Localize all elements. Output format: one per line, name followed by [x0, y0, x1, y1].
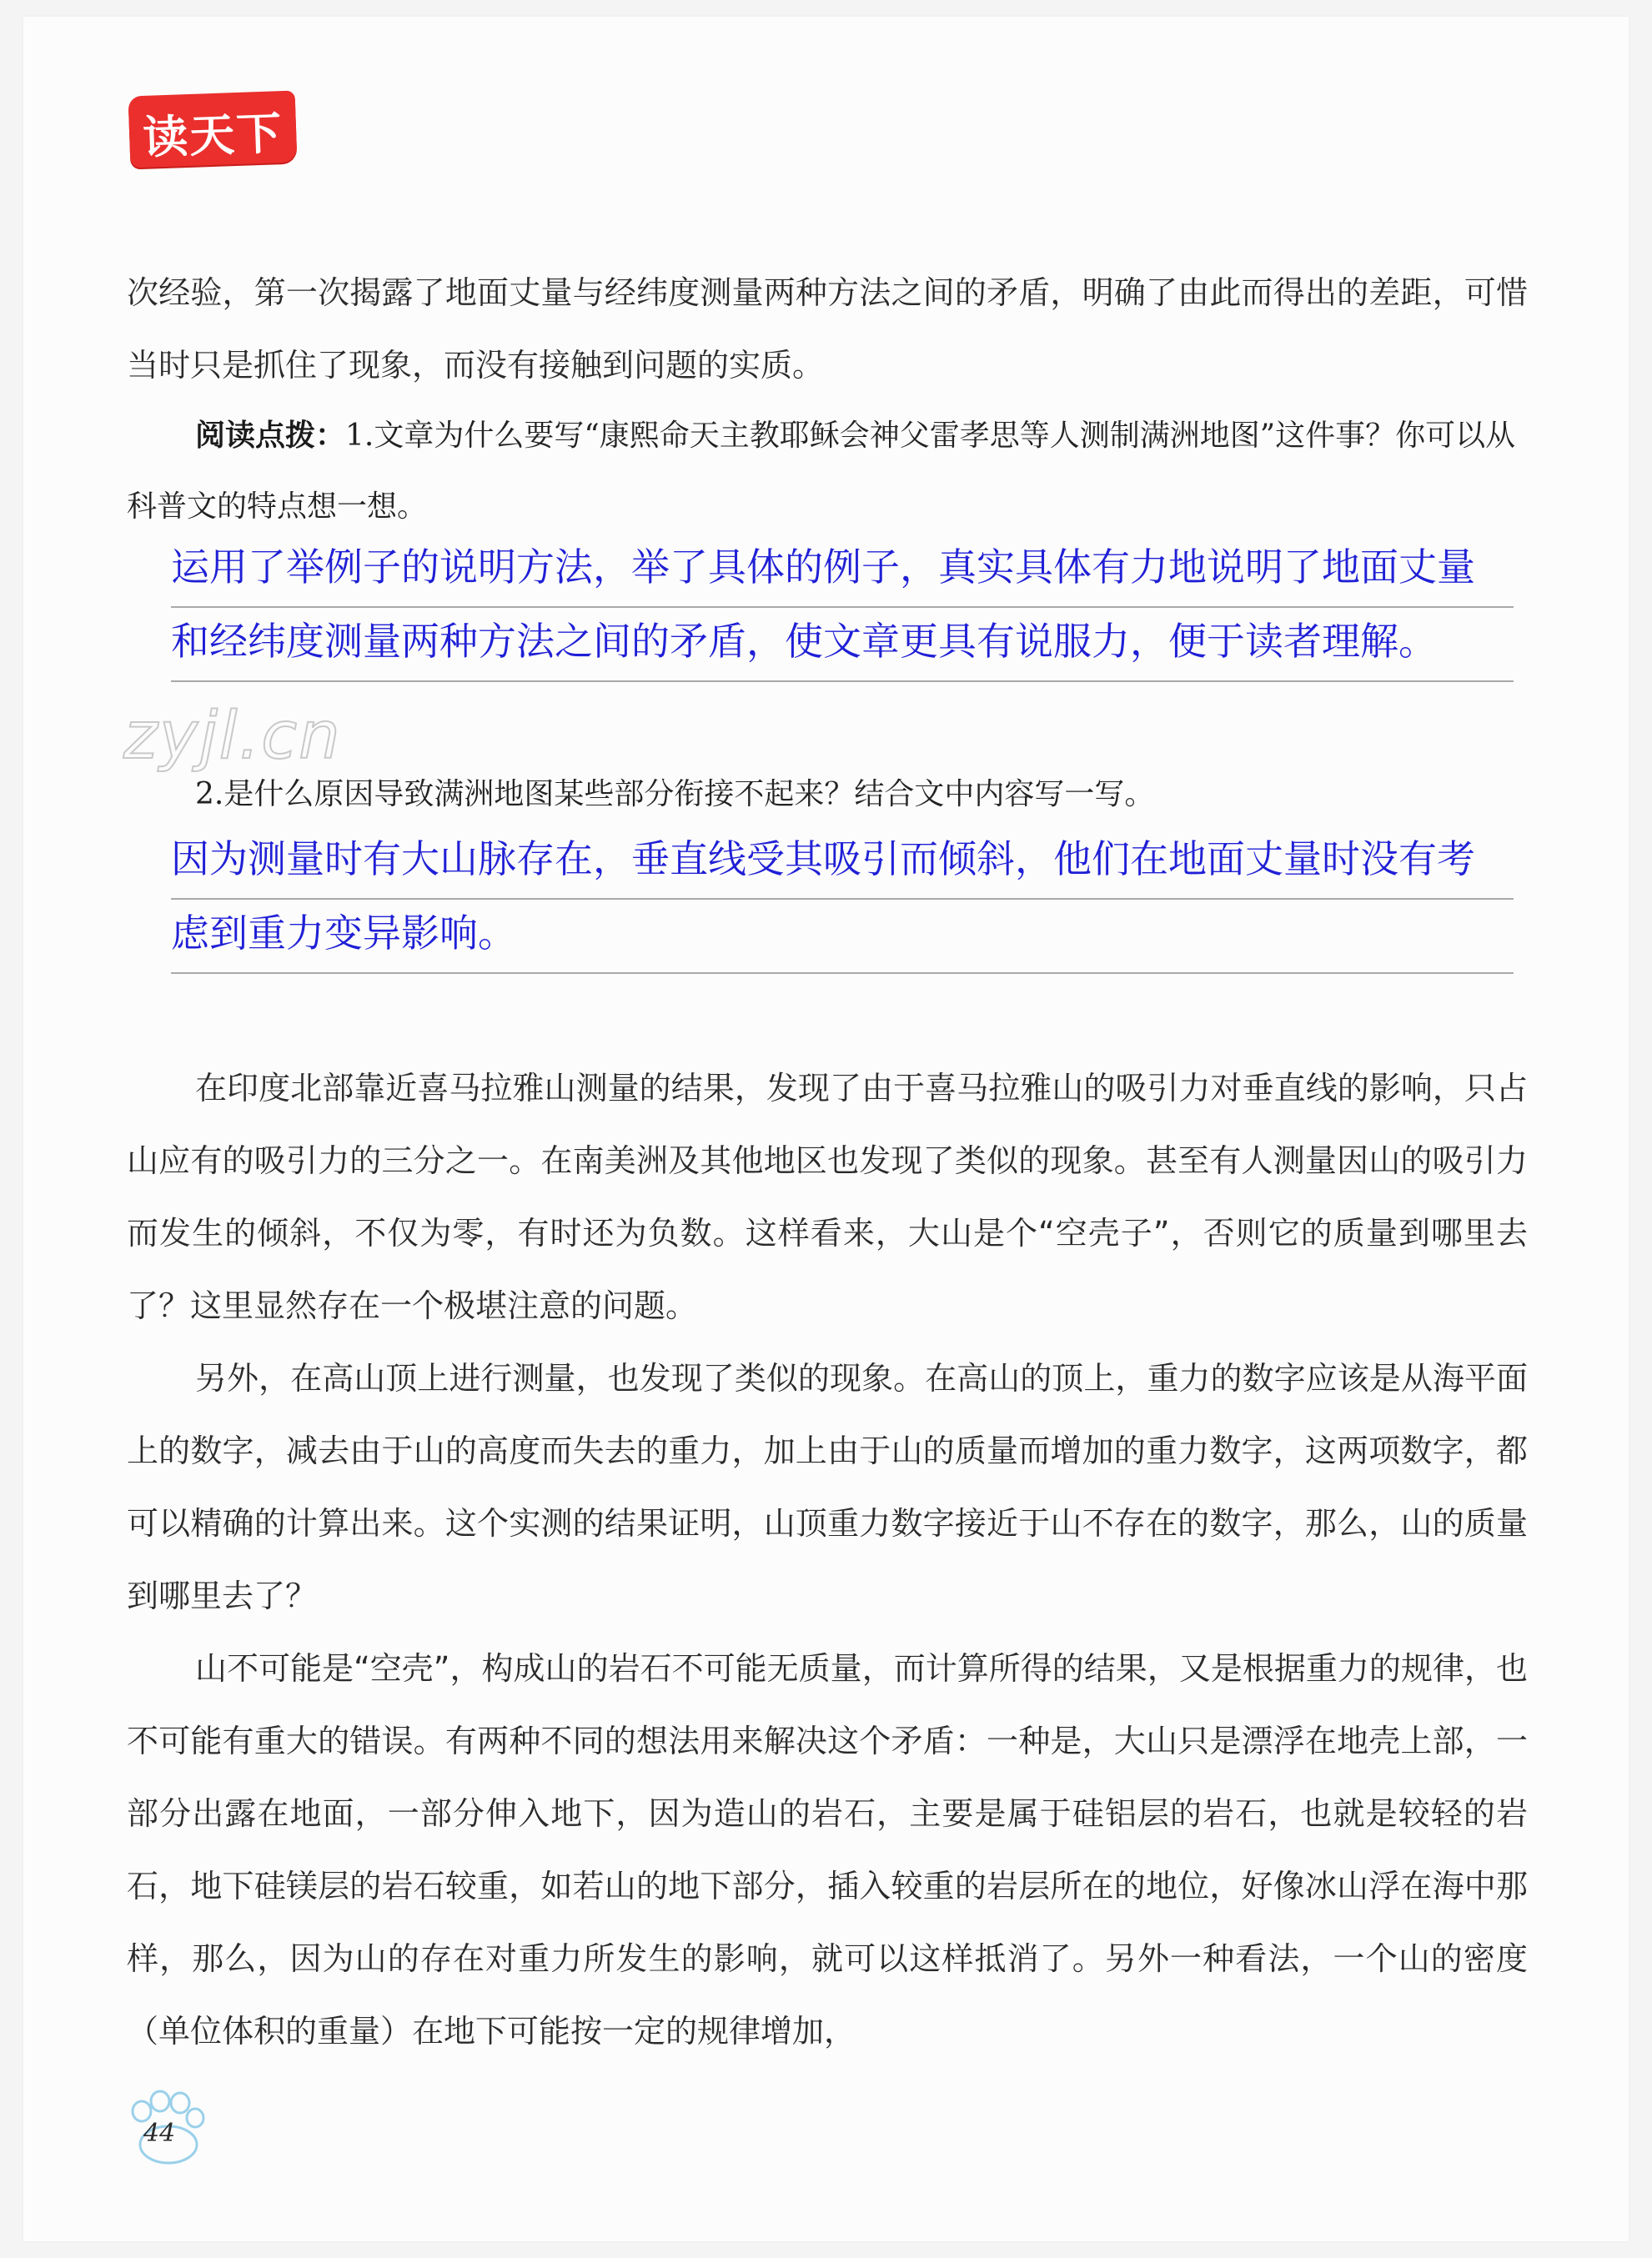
logo-text: 读天下 — [142, 107, 284, 164]
reading-tip-label: 阅读点拨： — [195, 419, 346, 453]
question-1-text: 1.文章为什么要写“康熙命天主教耶稣会神父雷孝思等人测制满洲地图”这件事？你可以从科普文的特点想一想。 — [127, 419, 1516, 524]
question-2: 2.是什么原因导致满洲地图某些部分衔接不起来？结合文中内容写一写。 — [195, 777, 1155, 811]
answer-1-line: 和经纬度测量两种方法之间的矛盾，使文章更具有说服力，便于读者理解。 — [171, 608, 1514, 682]
answer-2 — [171, 825, 1514, 974]
top-paragraph: 次经验，第一次揭露了地面丈量与经纬度测量两种方法之间的矛盾，明确了由此而得出的差距，可惜当时只是抓住了现象，而没有接触到问题的实质。 — [127, 274, 1528, 384]
page-number: 44 — [143, 2119, 176, 2148]
body-paragraph-3: 山不可能是“空壳”，构成山的岩石不可能无质量，而计算所得的结果，又是根据重力的规律，也不可能有重大的错误。有两种不同的想法用来解决这个矛盾：一种是，大山只是漂浮在地壳上部，一部分出露在地面，一部分伸入地下，因为造山的岩石，主要是属于硅铝层的岩石，也就是较轻的岩石，地下硅镁层的岩石较重，如若山的地下部分，插入较重的岩层所在的地位，好像冰山浮在海中那样，那么，因为山的存在对重力所发生的影响，就可以这样抵消了。另外一种看法，一个山的密度（单位体积的重量）在地下可能按一定的规律增加， — [127, 1650, 1528, 2050]
question-1 — [127, 400, 1528, 542]
body-paragraph-2: 另外，在高山顶上进行测量，也发现了类似的现象。在高山的顶上，重力的数字应该是从海平面上的数字，减去由于山的高度而失去的重力，加上由于山的质量而增加的重力数字，这两项数字，都可以精确的计算出来。这个实测的结果证明，山顶重力数字接近于山不存在的数字，那么，山的质量到哪里去了？ — [127, 1360, 1528, 1614]
logo-badge — [128, 91, 298, 168]
body-paragraph-1: 在印度北部靠近喜马拉雅山测量的结果，发现了由于喜马拉雅山的吸引力对垂直线的影响，只占山应有的吸引力的三分之一。在南美洲及其他地区也发现了类似的现象。甚至有人测量因山的吸引力而发生的倾斜，不仅为零，有时还为负数。这样看来，大山是个“空壳子”，否则它的质量到哪里去了？这里显然存在一个极堪注意的问题。 — [127, 1070, 1528, 1324]
answer-2-line: 虑到重力变异影响。 — [171, 900, 1514, 974]
answer-2-line: 因为测量时有大山脉存在，垂直线受其吸引而倾斜，他们在地面丈量时没有考 — [171, 825, 1514, 900]
answer-1-line: 运用了举例子的说明方法，举了具体的例子，真实具体有力地说明了地面丈量 — [171, 534, 1514, 608]
answer-1 — [171, 534, 1514, 682]
watermark: zyjl.cn — [123, 699, 342, 774]
